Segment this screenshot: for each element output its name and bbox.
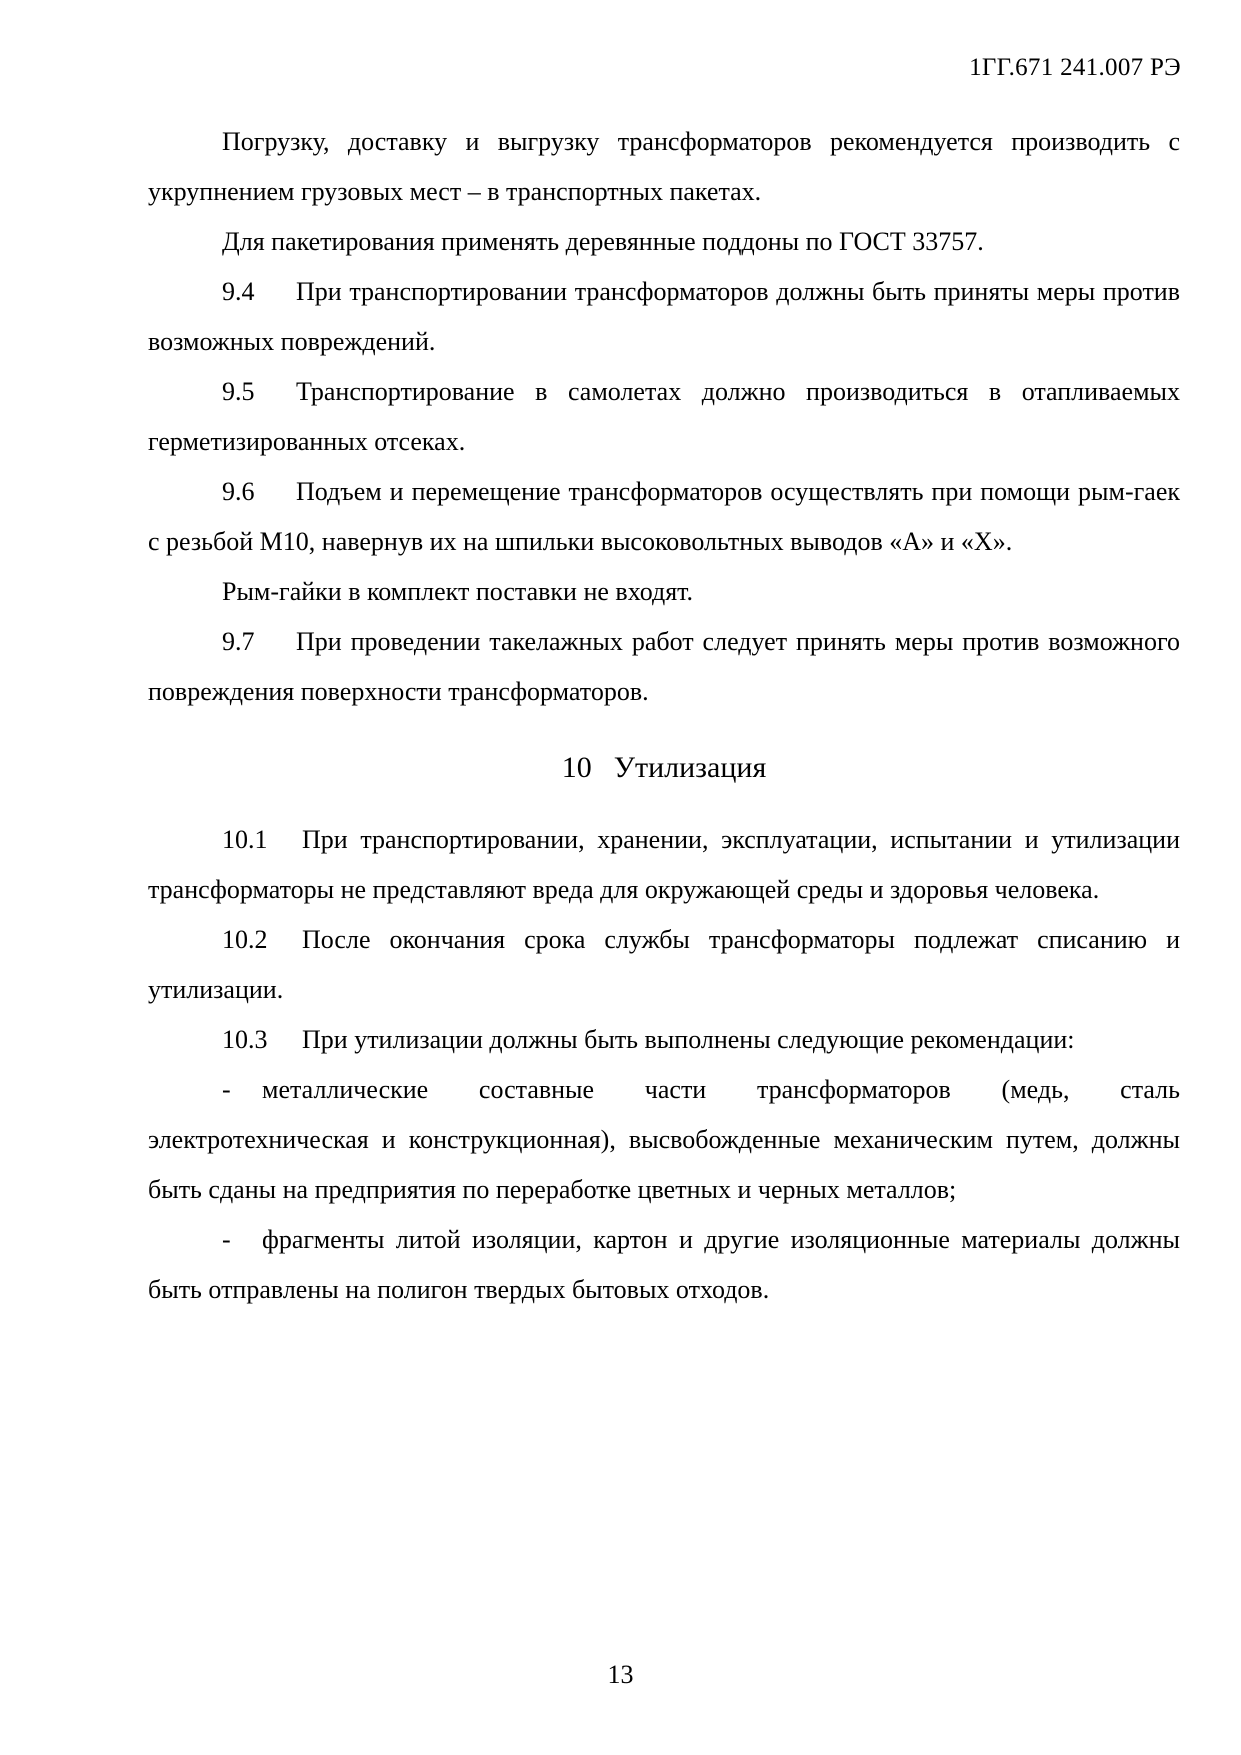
paragraph-text: При транспортировании, хранении, эксплуатации, испытании и утилизации трансформаторы не представляют вреда для окружающей среды и здоровья человека. xyxy=(148,825,1180,904)
section-number: 10 xyxy=(561,751,592,784)
paragraph-text: После окончания срока службы трансформаторы подлежат списанию и утилизации. xyxy=(148,925,1180,1004)
paragraph-number: 9.4 xyxy=(222,277,255,306)
paragraph-9-6 xyxy=(148,467,1180,567)
section-heading xyxy=(148,743,1180,793)
list-item-text: фрагменты литой изоляции, картон и другие изоляционные материалы должны быть отправлены на полигон твердых бытовых отходов. xyxy=(148,1225,1180,1304)
paragraph-text: При проведении такелажных работ следует принять меры против возможного повреждения поверхности трансформаторов. xyxy=(148,627,1180,706)
paragraph-10-1 xyxy=(148,815,1180,915)
bullet-dash: - xyxy=(222,1075,231,1104)
paragraph-text: При транспортировании трансформаторов должны быть приняты меры против возможных повреждений. xyxy=(148,277,1180,356)
paragraph-9-7 xyxy=(148,617,1180,717)
list-item-insulation xyxy=(148,1215,1180,1315)
list-item-metals xyxy=(148,1065,1180,1215)
paragraph-number: 10.1 xyxy=(222,825,268,854)
bullet-dash: - xyxy=(222,1225,231,1254)
paragraph-text: При утилизации должны быть выполнены следующие рекомендации: xyxy=(302,1025,1075,1054)
page-number: 13 xyxy=(607,1660,634,1689)
paragraph-10-3 xyxy=(148,1015,1180,1065)
paragraph-9-4 xyxy=(148,267,1180,367)
paragraph-packaging: Для пакетирования применять деревянные поддоны по ГОСТ 33757. xyxy=(222,227,984,256)
paragraph-eyebolts-note: Рым-гайки в комплект поставки не входят. xyxy=(222,577,694,606)
document-code: 1ГГ.671 241.007 РЭ xyxy=(969,54,1181,81)
paragraph-loading: Погрузку, доставку и выгрузку трансформаторов рекомендуется производить с укрупнением грузовых мест – в транспортных пакетах. xyxy=(148,127,1180,206)
paragraph-10-2 xyxy=(148,915,1180,1015)
paragraph-number: 9.6 xyxy=(222,477,255,506)
paragraph-number: 10.2 xyxy=(222,925,268,954)
paragraph-text: Транспортирование в самолетах должно производиться в отапливаемых герметизированных отсеках. xyxy=(148,377,1180,456)
paragraph-number: 10.3 xyxy=(222,1025,268,1054)
paragraph-number: 9.7 xyxy=(222,627,255,656)
section-title: Утилизация xyxy=(613,751,767,784)
paragraph-text: Подъем и перемещение трансформаторов осуществлять при помощи рым-гаек с резьбой М10, навернув их на шпильки высоковольтных выводов «А» и «Х». xyxy=(148,477,1180,556)
list-item-text: металлические составные части трансформаторов (медь, сталь электротехническая и конструкционная), высвобожденные механическим путем, должны быть сданы на предприятия по переработке цветных и черных металлов; xyxy=(148,1075,1180,1204)
paragraph-number: 9.5 xyxy=(222,377,255,406)
document-body xyxy=(148,117,1180,1315)
paragraph-9-5 xyxy=(148,367,1180,467)
